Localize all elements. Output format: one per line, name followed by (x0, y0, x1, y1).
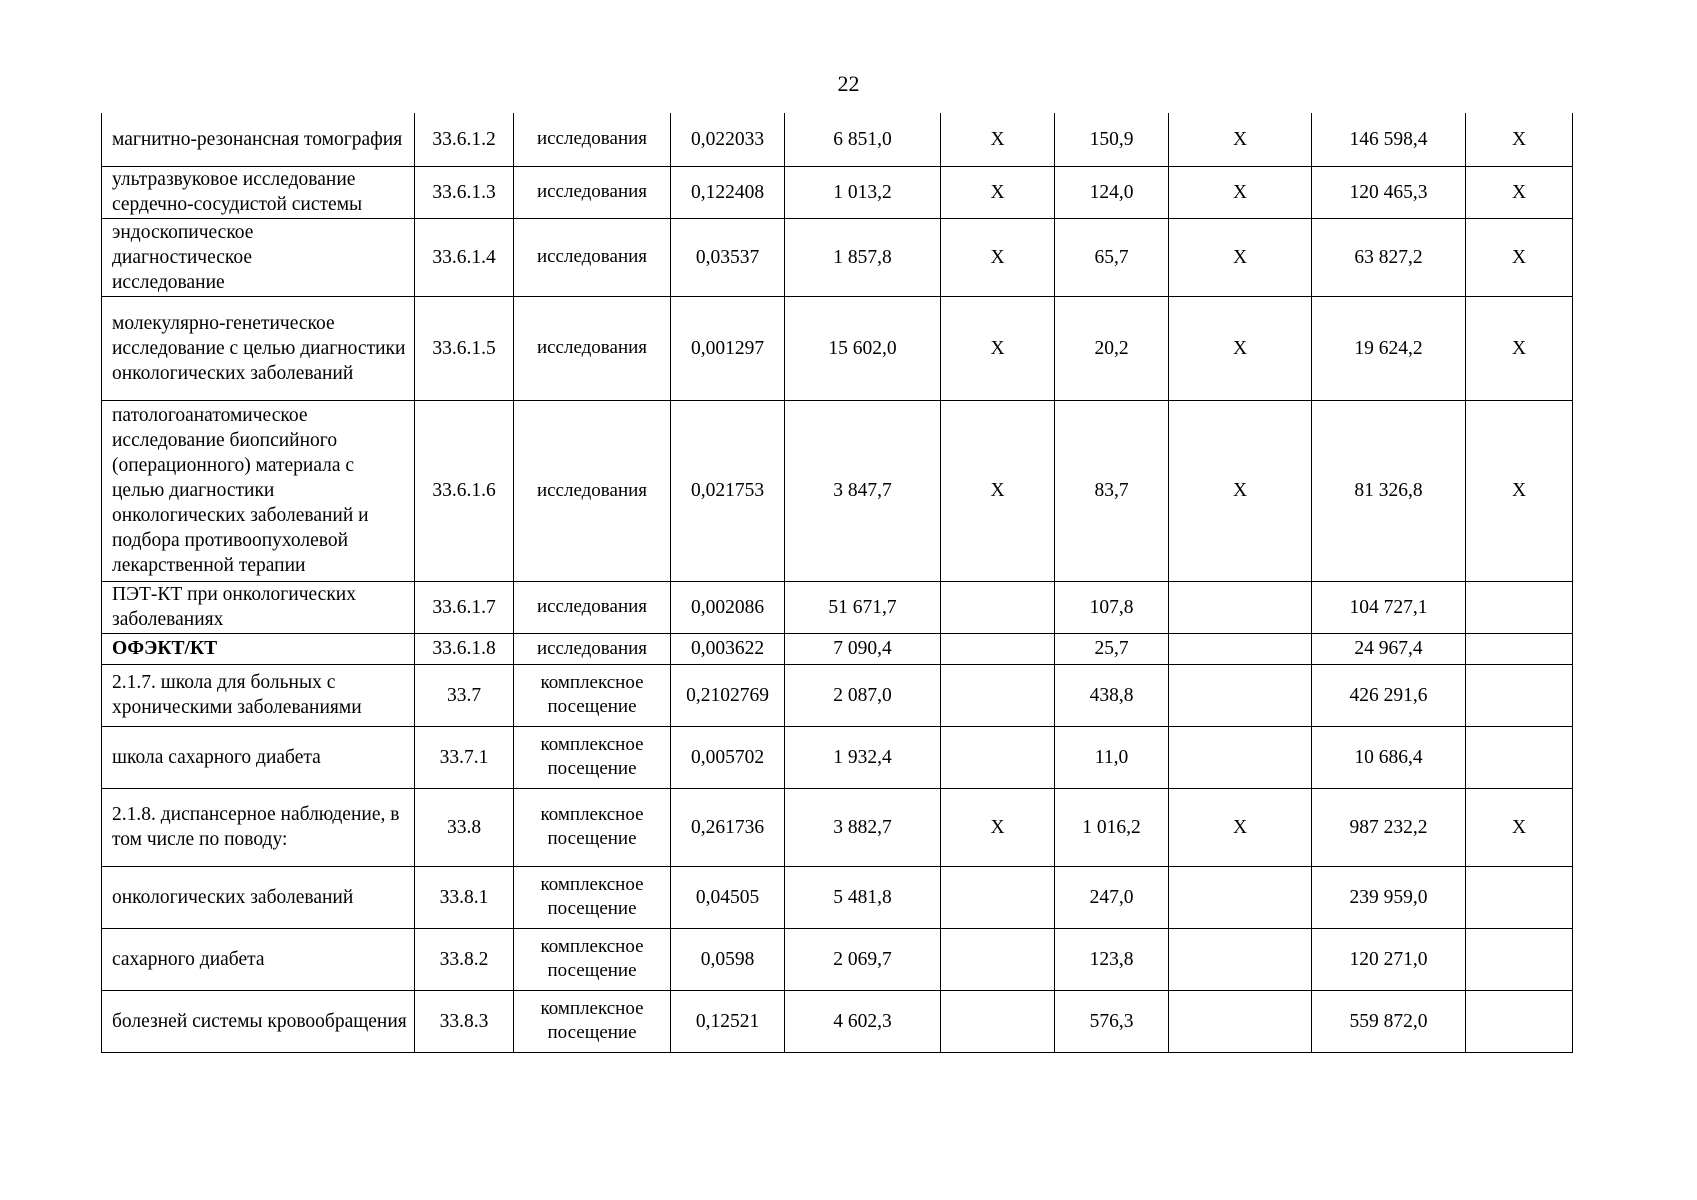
per-capita-oms: 11,0 (1055, 726, 1169, 788)
table-row (102, 581, 1573, 633)
total-budget: X (1169, 113, 1312, 166)
row-code: 33.6.1.7 (415, 581, 514, 633)
row-code: 33.6.1.6 (415, 400, 514, 581)
table-row (102, 726, 1573, 788)
share-column: X (1466, 166, 1573, 218)
table-row (102, 400, 1573, 581)
total-oms: 63 827,2 (1312, 218, 1466, 296)
total-oms: 10 686,4 (1312, 726, 1466, 788)
per-capita-oms: 107,8 (1055, 581, 1169, 633)
row-code: 33.8.3 (415, 990, 514, 1052)
total-budget (1169, 726, 1312, 788)
per-capita-budget (941, 990, 1055, 1052)
row-code: 33.6.1.4 (415, 218, 514, 296)
volume-norm: 0,0598 (671, 928, 785, 990)
cost-norm: 1 013,2 (785, 166, 941, 218)
total-oms: 19 624,2 (1312, 296, 1466, 400)
per-capita-oms: 1 016,2 (1055, 788, 1169, 866)
per-capita-oms: 20,2 (1055, 296, 1169, 400)
per-capita-oms: 123,8 (1055, 928, 1169, 990)
unit-of-measure: исследования (514, 296, 671, 400)
per-capita-budget: X (941, 788, 1055, 866)
total-oms: 987 232,2 (1312, 788, 1466, 866)
cost-norm: 7 090,4 (785, 633, 941, 664)
volume-norm: 0,03537 (671, 218, 785, 296)
cost-norm: 3 847,7 (785, 400, 941, 581)
row-code: 33.8.1 (415, 866, 514, 928)
share-column (1466, 664, 1573, 726)
cost-norm: 3 882,7 (785, 788, 941, 866)
table-row (102, 990, 1573, 1052)
row-code: 33.8.2 (415, 928, 514, 990)
share-column: X (1466, 113, 1573, 166)
row-code: 33.8 (415, 788, 514, 866)
volume-norm: 0,002086 (671, 581, 785, 633)
per-capita-budget (941, 633, 1055, 664)
cost-norm: 6 851,0 (785, 113, 941, 166)
per-capita-oms: 25,7 (1055, 633, 1169, 664)
cost-norm: 4 602,3 (785, 990, 941, 1052)
share-column (1466, 633, 1573, 664)
table-row (102, 296, 1573, 400)
table-row (102, 166, 1573, 218)
per-capita-budget (941, 726, 1055, 788)
cost-norm: 1 857,8 (785, 218, 941, 296)
cost-norm: 2 069,7 (785, 928, 941, 990)
row-code: 33.6.1.2 (415, 113, 514, 166)
total-budget (1169, 990, 1312, 1052)
total-oms: 239 959,0 (1312, 866, 1466, 928)
share-column: X (1466, 296, 1573, 400)
volume-norm: 0,122408 (671, 166, 785, 218)
per-capita-budget: X (941, 166, 1055, 218)
unit-of-measure: исследования (514, 400, 671, 581)
per-capita-budget (941, 664, 1055, 726)
unit-of-measure: исследования (514, 218, 671, 296)
total-budget: X (1169, 296, 1312, 400)
unit-of-measure: комплексное посещение (514, 788, 671, 866)
row-code: 33.7 (415, 664, 514, 726)
unit-of-measure: комплексное посещение (514, 990, 671, 1052)
service-name: ПЭТ-КТ при онкологических заболеваниях (102, 581, 415, 633)
total-budget (1169, 866, 1312, 928)
service-name: сахарного диабета (102, 928, 415, 990)
volume-norm: 0,005702 (671, 726, 785, 788)
volume-norm: 0,001297 (671, 296, 785, 400)
per-capita-budget: X (941, 400, 1055, 581)
unit-of-measure: исследования (514, 113, 671, 166)
unit-of-measure: исследования (514, 581, 671, 633)
table-row (102, 113, 1573, 166)
service-name: 2.1.8. диспансерное наблюдение, в том числе по поводу: (102, 788, 415, 866)
total-oms: 120 465,3 (1312, 166, 1466, 218)
share-column (1466, 726, 1573, 788)
share-column: X (1466, 218, 1573, 296)
cost-norm: 5 481,8 (785, 866, 941, 928)
total-oms: 81 326,8 (1312, 400, 1466, 581)
table-row (102, 218, 1573, 296)
service-name: школа сахарного диабета (102, 726, 415, 788)
service-name: ОФЭКТ/КТ (102, 633, 415, 664)
service-name: магнитно-резонансная томография (102, 113, 415, 166)
total-oms: 426 291,6 (1312, 664, 1466, 726)
service-name: ультразвуковое исследование сердечно-сосудистой системы (102, 166, 415, 218)
row-code: 33.6.1.3 (415, 166, 514, 218)
share-column: X (1466, 400, 1573, 581)
volume-norm: 0,003622 (671, 633, 785, 664)
total-budget: X (1169, 166, 1312, 218)
volume-norm: 0,022033 (671, 113, 785, 166)
per-capita-oms: 150,9 (1055, 113, 1169, 166)
table-row (102, 788, 1573, 866)
per-capita-oms: 438,8 (1055, 664, 1169, 726)
service-name: болезней системы кровообращения (102, 990, 415, 1052)
per-capita-oms: 124,0 (1055, 166, 1169, 218)
unit-of-measure: исследования (514, 633, 671, 664)
total-oms: 120 271,0 (1312, 928, 1466, 990)
share-column (1466, 928, 1573, 990)
cost-norm: 15 602,0 (785, 296, 941, 400)
total-budget (1169, 664, 1312, 726)
share-column (1466, 581, 1573, 633)
row-code: 33.6.1.8 (415, 633, 514, 664)
share-column: X (1466, 788, 1573, 866)
per-capita-budget (941, 928, 1055, 990)
unit-of-measure: комплексное посещение (514, 866, 671, 928)
service-name: 2.1.7. школа для больных с хроническими заболеваниями (102, 664, 415, 726)
table-row (102, 928, 1573, 990)
row-code: 33.6.1.5 (415, 296, 514, 400)
per-capita-oms: 576,3 (1055, 990, 1169, 1052)
share-column (1466, 990, 1573, 1052)
service-name: эндоскопическое диагностическое исследование (102, 218, 415, 296)
total-oms: 146 598,4 (1312, 113, 1466, 166)
table-row (102, 866, 1573, 928)
service-name: онкологических заболеваний (102, 866, 415, 928)
cost-norm: 51 671,7 (785, 581, 941, 633)
unit-of-measure: комплексное посещение (514, 928, 671, 990)
total-budget: X (1169, 218, 1312, 296)
row-code: 33.7.1 (415, 726, 514, 788)
total-oms: 559 872,0 (1312, 990, 1466, 1052)
unit-of-measure: комплексное посещение (514, 726, 671, 788)
service-name: молекулярно-генетическое исследование с целью диагностики онкологических заболеваний (102, 296, 415, 400)
share-column (1466, 866, 1573, 928)
per-capita-oms: 65,7 (1055, 218, 1169, 296)
service-name: патологоанатомическое исследование биопсийного (операционного) материала с целью диагностики онкологических заболеваний и подбора противоопухолевой лекарственной терапии (102, 400, 415, 581)
per-capita-budget (941, 581, 1055, 633)
total-budget: X (1169, 400, 1312, 581)
total-oms: 104 727,1 (1312, 581, 1466, 633)
cost-norm: 2 087,0 (785, 664, 941, 726)
per-capita-budget: X (941, 218, 1055, 296)
volume-norm: 0,04505 (671, 866, 785, 928)
volume-norm: 0,2102769 (671, 664, 785, 726)
volume-norm: 0,021753 (671, 400, 785, 581)
total-budget (1169, 581, 1312, 633)
per-capita-budget (941, 866, 1055, 928)
total-budget: X (1169, 788, 1312, 866)
volume-norm: 0,261736 (671, 788, 785, 866)
volume-norm: 0,12521 (671, 990, 785, 1052)
data-table (101, 113, 1573, 1053)
per-capita-oms: 247,0 (1055, 866, 1169, 928)
per-capita-budget: X (941, 296, 1055, 400)
unit-of-measure: комплексное посещение (514, 664, 671, 726)
total-oms: 24 967,4 (1312, 633, 1466, 664)
page-number: 22 (837, 71, 860, 96)
cost-norm: 1 932,4 (785, 726, 941, 788)
table-row (102, 664, 1573, 726)
unit-of-measure: исследования (514, 166, 671, 218)
total-budget (1169, 633, 1312, 664)
per-capita-budget: X (941, 113, 1055, 166)
table-row (102, 633, 1573, 664)
total-budget (1169, 928, 1312, 990)
per-capita-oms: 83,7 (1055, 400, 1169, 581)
